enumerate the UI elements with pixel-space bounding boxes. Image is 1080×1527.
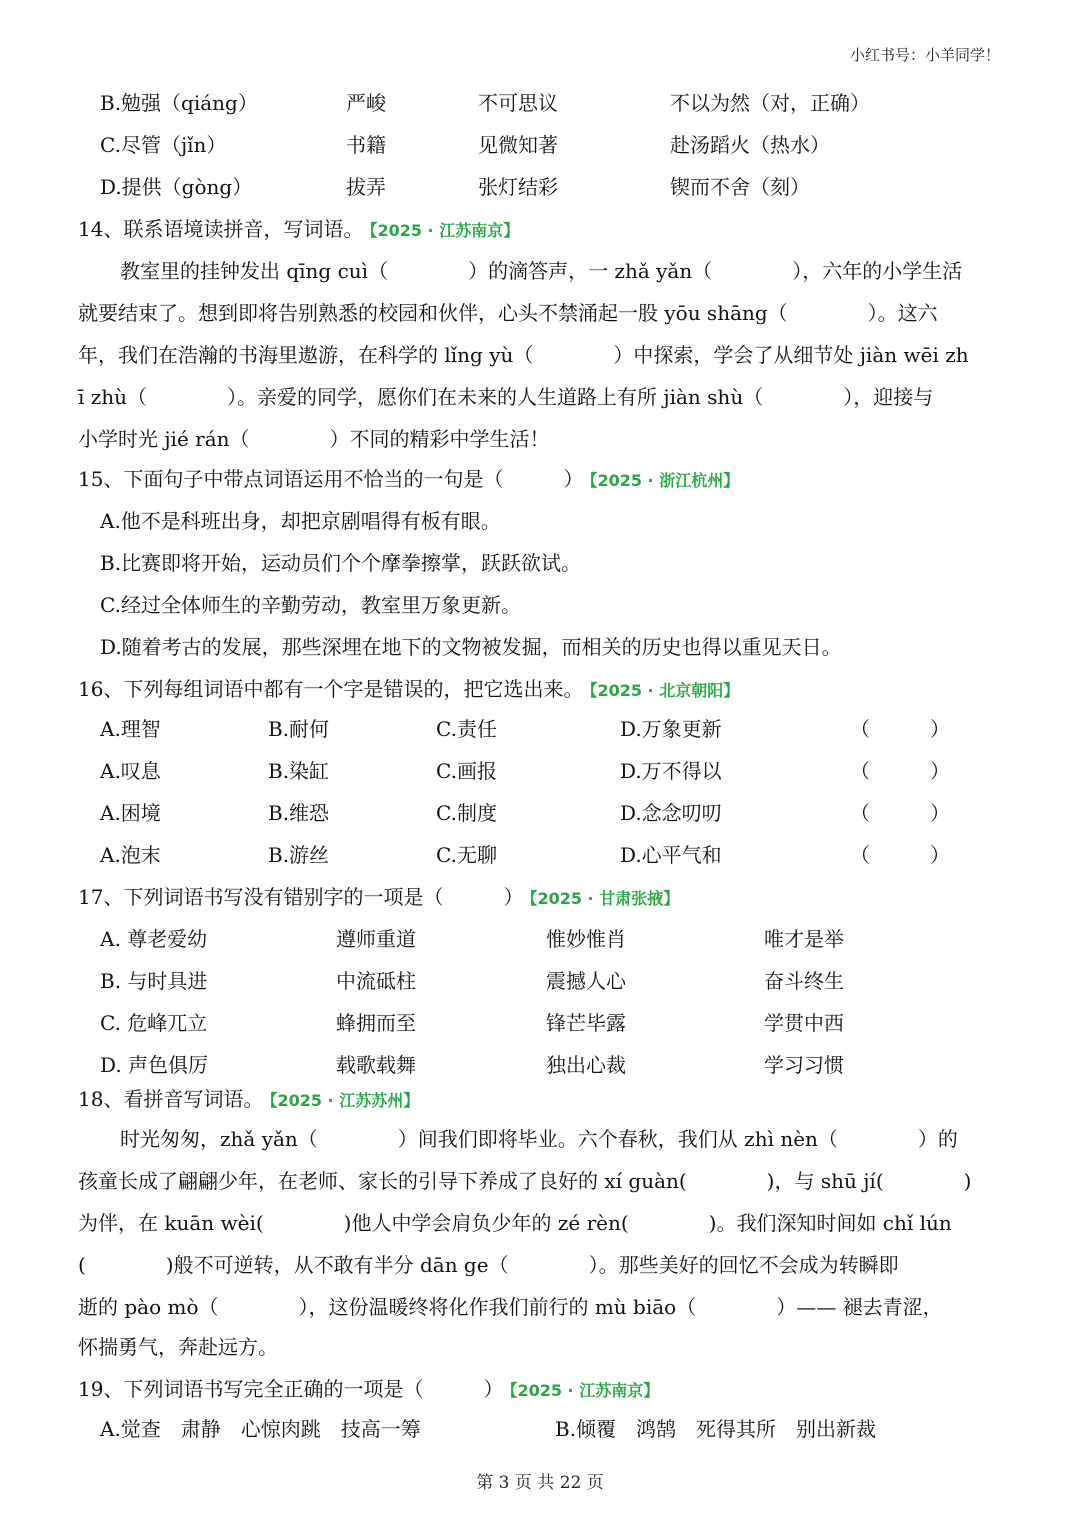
q16-option: A.叹息: [100, 759, 161, 783]
q16-title: [78, 668, 1002, 710]
question-title: 17、下列词语书写没有错别字的一项是（ ）: [78, 885, 524, 909]
q16-row: [100, 792, 1002, 834]
q13-word: 拔弄: [346, 175, 386, 199]
q17-word: 锋芒毕露: [546, 1011, 626, 1035]
q13-word: 锲而不舍（刻）: [670, 175, 810, 199]
source-tag: 【2025 · 江苏南京】: [509, 1381, 660, 1400]
answer-blank: （ ）: [850, 759, 950, 783]
page-footer: 第 3 页 共 22 页: [476, 1473, 604, 1493]
question-title: 16、下列每组词语中都有一个字是错误的，把它选出来。: [78, 677, 584, 701]
q16-option: B.游丝: [268, 843, 330, 867]
q17-option: C. 危峰兀立: [100, 1011, 208, 1035]
q16-option: D.万不得以: [620, 759, 722, 783]
q13-word: 不以为然（对，正确）: [670, 91, 870, 115]
source-tag: 【2025 · 浙江杭州】: [589, 471, 740, 490]
q13-word: 见微知著: [478, 133, 558, 157]
q13-row: [100, 166, 1002, 208]
q16-row: [100, 750, 1002, 792]
q16-option: B.耐何: [268, 717, 330, 741]
q17-word: 遵师重道: [336, 927, 416, 951]
q18-passage-line: 时光匆匆，zhǎ yǎn（ ）间我们即将毕业。六个春秋，我们从 zhì nèn（ ）的: [120, 1127, 958, 1151]
q13-word: 不可思议: [478, 91, 558, 115]
q13-option-c: C.尽管（jǐn）: [100, 133, 227, 157]
answer-blank: （ ）: [850, 801, 950, 825]
q17-row: [100, 960, 1002, 1002]
q17-option: A. 尊老爱幼: [100, 927, 208, 951]
q18-passage-line: 逝的 pào mò（ ），这份温暖终将化作我们前行的 mù biāo（ ）—— 褪去青涩，: [78, 1295, 943, 1319]
q16-option: A.理智: [100, 717, 161, 741]
q19-title: [78, 1368, 1002, 1410]
q19-option-a: A.觉查 肃静 心惊肉跳 技高一筹: [100, 1417, 421, 1441]
q14-passage-line: ī zhù（ ）。亲爱的同学，愿你们在未来的人生道路上有所 jiàn shù（ ），迎接与: [78, 385, 934, 409]
q13-word: 严峻: [346, 91, 386, 115]
q18-passage-line: 孩童长成了翩翩少年，在老师、家长的引导下养成了良好的 xí guàn( )，与 shū jí( ): [78, 1169, 972, 1193]
q17-word: 独出心裁: [546, 1053, 626, 1077]
source-tag: 【2025 · 甘肃张掖】: [529, 889, 680, 908]
answer-blank: （ ）: [850, 843, 950, 867]
q17-word: 学贯中西: [764, 1011, 844, 1035]
source-tag: 【2025 · 江苏苏州】: [269, 1091, 420, 1110]
source-tag: 【2025 · 北京朝阳】: [589, 681, 740, 700]
q16-option: A.困境: [100, 801, 161, 825]
q16-option: A.泡末: [100, 843, 161, 867]
q16-row: [100, 708, 1002, 750]
q16-option: B.染缸: [268, 759, 330, 783]
q13-word: 赴汤蹈火（热水）: [670, 133, 830, 157]
q17-option: B. 与时具进: [100, 969, 208, 993]
question-title: 14、联系语境读拼音，写词语。: [78, 217, 364, 241]
q15-option-b: B.比赛即将开始，运动员们个个摩拳擦掌，跃跃欲试。: [100, 551, 582, 575]
q16-option: D.万象更新: [620, 717, 722, 741]
q16-option: D.念念叨叨: [620, 801, 722, 825]
answer-blank: （ ）: [850, 717, 950, 741]
q16-option: B.维恐: [268, 801, 330, 825]
q14-passage-line: 就要结束了。想到即将告别熟悉的校园和伙伴，心头不禁涌起一股 yōu shāng（ ）。这六: [78, 301, 938, 325]
q19-options-row: [100, 1408, 1002, 1450]
q17-title: [78, 876, 1002, 918]
q17-row: [100, 1002, 1002, 1044]
q14-passage-line: 教室里的挂钟发出 qīng cuì（ ）的滴答声，一 zhǎ yǎn（ ），六年的小学生活: [120, 259, 963, 283]
q17-word: 奋斗终生: [764, 969, 844, 993]
q17-word: 震撼人心: [546, 969, 626, 993]
q13-row: [100, 82, 1002, 124]
q17-word: 载歌载舞: [336, 1053, 416, 1077]
q18-passage-line: ( )般不可逆转，从不敢有半分 dān ge（ ）。那些美好的回忆不会成为转瞬即: [78, 1253, 899, 1277]
question-title: 19、下列词语书写完全正确的一项是（ ）: [78, 1377, 504, 1401]
q16-option: C.制度: [436, 801, 497, 825]
q17-word: 学习习惯: [764, 1053, 844, 1077]
q17-word: 蜂拥而至: [336, 1011, 416, 1035]
q15-title: [78, 458, 1002, 500]
q16-option: C.责任: [436, 717, 497, 741]
q17-word: 惟妙惟肖: [546, 927, 626, 951]
q17-row: [100, 918, 1002, 960]
q15-option-d: D.随着考古的发展，那些深埋在地下的文物被发掘，而相关的历史也得以重见天日。: [100, 635, 842, 659]
q19-option-b: B.倾覆 鸿鹄 死得其所 别出新裁: [555, 1417, 877, 1441]
page-header: 小红书号：小羊同学！: [849, 46, 1000, 64]
q14-passage-line: 小学时光 jié rán（ ）不同的精彩中学生活！: [78, 427, 550, 451]
q13-option-d: D.提供（gòng）: [100, 175, 253, 199]
q17-word: 唯才是举: [764, 927, 844, 951]
q13-word: 书籍: [346, 133, 386, 157]
q17-option: D. 声色俱厉: [100, 1053, 209, 1077]
source-tag: 【2025 · 江苏南京】: [369, 221, 520, 240]
q18-title: [78, 1078, 1002, 1120]
q15-option-c: C.经过全体师生的辛勤劳动，教室里万象更新。: [100, 593, 521, 617]
q14-title: [78, 208, 1002, 250]
q15-option-a: A.他不是科班出身，却把京剧唱得有板有眼。: [100, 509, 501, 533]
question-title: 15、下面句子中带点词语运用不恰当的一句是（ ）: [78, 467, 584, 491]
q16-option: D.心平气和: [620, 843, 722, 867]
q17-word: 中流砥柱: [336, 969, 416, 993]
q16-option: C.无聊: [436, 843, 497, 867]
q13-row: [100, 124, 1002, 166]
q16-row: [100, 834, 1002, 876]
q16-option: C.画报: [436, 759, 497, 783]
q13-word: 张灯结彩: [478, 175, 558, 199]
q13-option-b: B.勉强（qiáng）: [100, 91, 258, 115]
q18-passage-line: 为伴，在 kuān wèi( )他人中学会肩负少年的 zé rèn( )。我们深知时间如 chǐ lún: [78, 1211, 952, 1235]
q18-passage-line: 怀揣勇气，奔赴远方。: [78, 1335, 278, 1359]
question-title: 18、看拼音写词语。: [78, 1087, 264, 1111]
q14-passage-line: 年，我们在浩瀚的书海里遨游，在科学的 lǐng yù（ ）中探索，学会了从细节处 jiàn wēi zh: [78, 343, 969, 367]
